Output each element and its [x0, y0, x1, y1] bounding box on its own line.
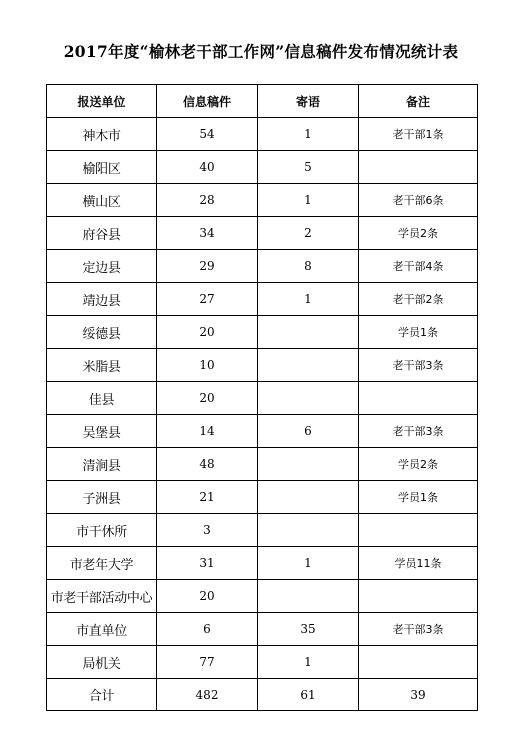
cell-unit: 合计	[47, 679, 157, 711]
table-row	[47, 415, 478, 448]
cell-unit: 子洲县	[47, 481, 157, 514]
header-note: 备注	[359, 85, 478, 118]
cell-note: 老干部6条	[359, 184, 478, 217]
cell-articles: 54	[157, 118, 258, 151]
cell-unit: 横山区	[47, 184, 157, 217]
table-body	[47, 118, 478, 711]
cell-messages	[258, 316, 359, 349]
cell-articles: 10	[157, 349, 258, 382]
cell-note: 39	[359, 679, 478, 711]
table-row	[47, 250, 478, 283]
cell-messages: 1	[258, 547, 359, 580]
cell-articles: 20	[157, 382, 258, 415]
table-row	[47, 151, 478, 184]
cell-messages: 5	[258, 151, 359, 184]
cell-messages	[258, 448, 359, 481]
cell-articles: 14	[157, 415, 258, 448]
cell-articles: 34	[157, 217, 258, 250]
cell-note: 老干部3条	[359, 415, 478, 448]
cell-note: 学员2条	[359, 448, 478, 481]
cell-messages: 8	[258, 250, 359, 283]
table-header-row	[47, 85, 478, 118]
cell-articles: 48	[157, 448, 258, 481]
cell-unit: 定边县	[47, 250, 157, 283]
cell-note: 老干部2条	[359, 283, 478, 316]
cell-unit: 米脂县	[47, 349, 157, 382]
cell-note	[359, 580, 478, 613]
cell-unit: 榆阳区	[47, 151, 157, 184]
cell-messages	[258, 481, 359, 514]
cell-note	[359, 151, 478, 184]
table-row	[47, 613, 478, 646]
cell-messages: 1	[258, 646, 359, 679]
statistics-table	[46, 84, 478, 711]
cell-unit: 府谷县	[47, 217, 157, 250]
table-row	[47, 679, 478, 711]
cell-articles: 31	[157, 547, 258, 580]
cell-articles: 482	[157, 679, 258, 711]
table-row	[47, 316, 478, 349]
cell-note: 老干部4条	[359, 250, 478, 283]
table-row	[47, 514, 478, 547]
cell-messages: 2	[258, 217, 359, 250]
cell-articles: 3	[157, 514, 258, 547]
cell-unit: 市老干部活动中心	[47, 580, 157, 613]
cell-messages: 35	[258, 613, 359, 646]
table-row	[47, 349, 478, 382]
table-row	[47, 217, 478, 250]
cell-messages	[258, 580, 359, 613]
cell-note: 学员2条	[359, 217, 478, 250]
cell-unit: 清涧县	[47, 448, 157, 481]
table-row	[47, 547, 478, 580]
cell-articles: 29	[157, 250, 258, 283]
cell-messages	[258, 349, 359, 382]
table-row	[47, 481, 478, 514]
cell-articles: 40	[157, 151, 258, 184]
cell-note	[359, 514, 478, 547]
cell-articles: 20	[157, 316, 258, 349]
cell-note: 老干部3条	[359, 613, 478, 646]
cell-note: 学员1条	[359, 481, 478, 514]
header-articles: 信息稿件	[157, 85, 258, 118]
cell-note: 学员1条	[359, 316, 478, 349]
cell-unit: 市直单位	[47, 613, 157, 646]
table-row	[47, 448, 478, 481]
cell-unit: 吴堡县	[47, 415, 157, 448]
cell-note: 老干部1条	[359, 118, 478, 151]
cell-articles: 21	[157, 481, 258, 514]
table-row	[47, 184, 478, 217]
table-row	[47, 382, 478, 415]
cell-messages: 6	[258, 415, 359, 448]
cell-note: 学员11条	[359, 547, 478, 580]
cell-articles: 28	[157, 184, 258, 217]
cell-messages: 1	[258, 184, 359, 217]
header-messages: 寄语	[258, 85, 359, 118]
cell-messages: 1	[258, 118, 359, 151]
cell-note	[359, 646, 478, 679]
table-row	[47, 646, 478, 679]
header-unit: 报送单位	[47, 85, 157, 118]
cell-articles: 27	[157, 283, 258, 316]
cell-unit: 绥德县	[47, 316, 157, 349]
cell-messages: 1	[258, 283, 359, 316]
table-row	[47, 283, 478, 316]
table-row	[47, 580, 478, 613]
page-title: 2017年度“榆林老干部工作网”信息稿件发布情况统计表	[63, 42, 459, 61]
cell-unit: 佳县	[47, 382, 157, 415]
cell-messages	[258, 514, 359, 547]
cell-unit: 神木市	[47, 118, 157, 151]
cell-unit: 局机关	[47, 646, 157, 679]
cell-articles: 77	[157, 646, 258, 679]
cell-messages: 61	[258, 679, 359, 711]
cell-note: 老干部3条	[359, 349, 478, 382]
cell-unit: 市老年大学	[47, 547, 157, 580]
cell-note	[359, 382, 478, 415]
cell-unit: 市干休所	[47, 514, 157, 547]
cell-articles: 6	[157, 613, 258, 646]
table-row	[47, 118, 478, 151]
cell-articles: 20	[157, 580, 258, 613]
cell-unit: 靖边县	[47, 283, 157, 316]
cell-messages	[258, 382, 359, 415]
